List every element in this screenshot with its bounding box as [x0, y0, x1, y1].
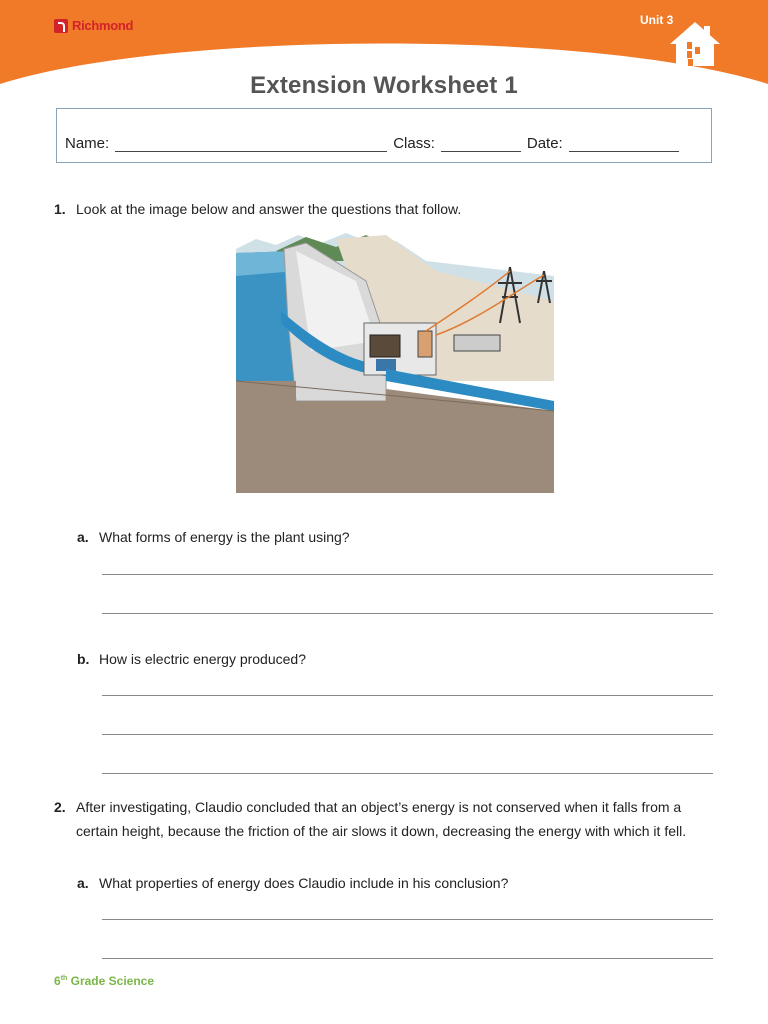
- date-label: Date:: [526, 135, 563, 152]
- question-1b: [77, 647, 306, 671]
- sub-letter: a.: [77, 875, 89, 891]
- question-2-continued: [76, 819, 686, 843]
- subject-name: Grade Science: [67, 974, 155, 988]
- question-2a: [77, 871, 508, 895]
- grade-suffix: th: [60, 975, 68, 982]
- answer-line[interactable]: [102, 919, 713, 920]
- answer-line[interactable]: [102, 613, 713, 614]
- richmond-logo: [54, 18, 133, 33]
- worksheet-title: Extension Worksheet 1: [250, 72, 518, 99]
- sub-letter: a.: [77, 529, 89, 545]
- name-label: Name:: [65, 135, 110, 152]
- question-text-line-1: After investigating, Claudio concluded that an object’s energy is not conserved when it falls from a: [76, 799, 682, 815]
- question-2: [54, 795, 681, 819]
- question-text: Look at the image below and answer the questions that follow.: [76, 201, 462, 217]
- answer-line[interactable]: [102, 773, 713, 774]
- question-number: 2.: [54, 799, 66, 815]
- class-label: Class:: [393, 135, 435, 152]
- richmond-logo-icon: [54, 19, 68, 33]
- answer-line[interactable]: [102, 734, 713, 735]
- hydroelectric-plant-diagram: [236, 231, 554, 493]
- question-1: [54, 197, 461, 221]
- sub-text: What properties of energy does Claudio include in his conclusion?: [99, 875, 509, 891]
- sub-text: How is electric energy produced?: [99, 651, 306, 667]
- class-field[interactable]: [441, 137, 521, 152]
- answer-line[interactable]: [102, 958, 713, 959]
- date-field[interactable]: [569, 137, 679, 152]
- unit-label: Unit 3: [640, 13, 674, 27]
- brand-name: Richmond: [72, 18, 134, 33]
- question-1a: [77, 525, 350, 549]
- student-info-row: [65, 135, 685, 152]
- sub-text: What forms of energy is the plant using?: [99, 529, 350, 545]
- sub-letter: b.: [77, 651, 90, 667]
- answer-line[interactable]: [102, 695, 713, 696]
- question-number: 1.: [54, 201, 66, 217]
- answer-line[interactable]: [102, 574, 713, 575]
- footer-grade-subject: [54, 974, 154, 988]
- grade-number: 6: [54, 974, 61, 988]
- question-text-line-2: certain height, because the friction of the air slows it down, decreasing the energy with which it fell.: [76, 823, 687, 839]
- name-field[interactable]: [115, 137, 387, 152]
- house-icon: [666, 20, 724, 70]
